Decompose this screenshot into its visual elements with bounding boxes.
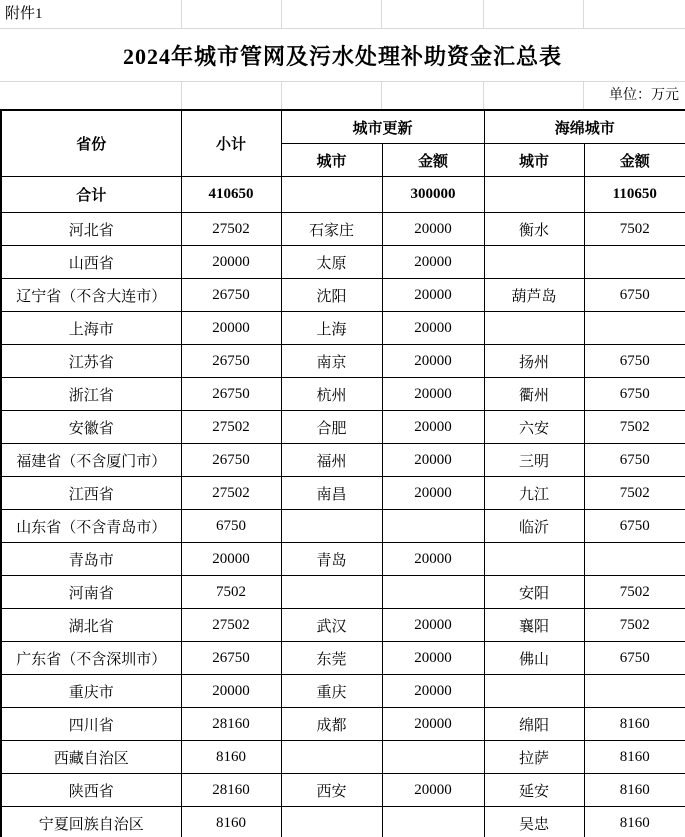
gridline [281,82,282,109]
sc-city-cell: 葫芦岛 [484,279,584,312]
sc-amount-cell [584,675,685,708]
subtotal-cell: 26750 [181,279,281,312]
header-sc-city: 城市 [484,144,584,177]
header-urban-renewal: 城市更新 [281,110,484,144]
ur-amount-cell [382,807,484,837]
province-cell: 江西省 [1,477,181,510]
table-row [1,477,685,510]
province-cell: 广东省（不含深圳市） [1,642,181,675]
sc-city-cell: 拉萨 [484,741,584,774]
sc-city-cell: 衢州 [484,378,584,411]
subtotal-cell: 26750 [181,378,281,411]
table-row [1,741,685,774]
ur-amount-cell: 20000 [382,213,484,246]
subtotal-cell: 7502 [181,576,281,609]
title-text: 2024年城市管网及污水处理补助资金汇总表 [122,43,562,69]
table-row [1,642,685,675]
ur-city-cell: 东莞 [281,642,382,675]
table-row [1,213,685,246]
sc-city-cell: 衡水 [484,213,584,246]
ur-amount-cell: 20000 [382,708,484,741]
ur-city-cell: 重庆 [281,675,382,708]
sc-amount-cell: 8160 [584,807,685,837]
sc-city-cell: 三明 [484,444,584,477]
header-ur-amount: 金额 [382,144,484,177]
gridline [583,0,584,28]
sc-amount-cell [584,543,685,576]
table-row [1,444,685,477]
ur-amount-cell: 20000 [382,312,484,345]
province-cell: 西藏自治区 [1,741,181,774]
ur-amount-cell: 20000 [382,675,484,708]
table-row [1,312,685,345]
ur-city-cell: 青岛 [281,543,382,576]
table-body [1,177,685,837]
sc-city-cell: 六安 [484,411,584,444]
table-row [1,345,685,378]
subtotal-cell: 27502 [181,213,281,246]
province-cell: 安徽省 [1,411,181,444]
sc-city-cell [484,312,584,345]
unit-row [0,82,685,109]
unit-label: 单位：万元 [609,88,679,103]
table-row [1,543,685,576]
ur-amount-cell: 20000 [382,279,484,312]
ur-city-cell: 西安 [281,774,382,807]
sc-amount-cell [584,312,685,345]
table-row [1,576,685,609]
ur-amount-cell: 20000 [382,411,484,444]
sc-amount-cell: 7502 [584,213,685,246]
sc-amount-cell [584,246,685,279]
header-sponge-city: 海绵城市 [484,110,685,144]
subtotal-cell: 20000 [181,675,281,708]
sc-city-cell [484,177,584,213]
province-cell: 辽宁省（不含大连市） [1,279,181,312]
subtotal-cell: 6750 [181,510,281,543]
sc-amount-cell: 7502 [584,609,685,642]
sc-city-cell: 安阳 [484,576,584,609]
province-cell: 宁夏回族自治区 [1,807,181,837]
header-sc-amount: 金额 [584,144,685,177]
table-row [1,807,685,837]
province-cell: 山东省（不含青岛市） [1,510,181,543]
gridline [281,0,282,28]
attachment-row [0,0,685,29]
ur-amount-cell: 20000 [382,246,484,279]
sc-city-cell: 延安 [484,774,584,807]
gridline [483,82,484,109]
province-cell: 山西省 [1,246,181,279]
subtotal-cell: 410650 [181,177,281,213]
ur-amount-cell: 20000 [382,543,484,576]
ur-amount-cell: 20000 [382,444,484,477]
header-ur-city: 城市 [281,144,382,177]
ur-city-cell: 成都 [281,708,382,741]
sc-amount-cell: 8160 [584,741,685,774]
province-cell: 陕西省 [1,774,181,807]
province-cell: 河南省 [1,576,181,609]
province-cell: 浙江省 [1,378,181,411]
subtotal-cell: 20000 [181,312,281,345]
gridline [181,0,182,28]
sc-amount-cell: 8160 [584,708,685,741]
gridline [381,0,382,28]
sc-city-cell: 扬州 [484,345,584,378]
province-cell: 江苏省 [1,345,181,378]
sc-city-cell [484,246,584,279]
ur-city-cell [281,807,382,837]
sc-city-cell [484,543,584,576]
subtotal-cell: 20000 [181,543,281,576]
ur-amount-cell: 20000 [382,609,484,642]
sc-city-cell: 佛山 [484,642,584,675]
header-row-1 [1,110,685,144]
gridline [483,0,484,28]
sc-city-cell: 绵阳 [484,708,584,741]
sc-amount-cell: 7502 [584,411,685,444]
table-row [1,774,685,807]
ur-city-cell: 石家庄 [281,213,382,246]
ur-city-cell: 武汉 [281,609,382,642]
ur-city-cell: 沈阳 [281,279,382,312]
subtotal-cell: 27502 [181,609,281,642]
table-row [1,708,685,741]
table-row [1,411,685,444]
sc-amount-cell: 110650 [584,177,685,213]
ur-city-cell [281,510,382,543]
sc-city-cell: 襄阳 [484,609,584,642]
ur-amount-cell [382,741,484,774]
ur-city-cell: 南京 [281,345,382,378]
subtotal-cell: 8160 [181,807,281,837]
ur-amount-cell: 20000 [382,642,484,675]
subtotal-cell: 26750 [181,444,281,477]
ur-amount-cell: 20000 [382,774,484,807]
gridline [181,82,182,109]
table-header [1,110,685,177]
gridline [583,82,584,109]
province-cell: 湖北省 [1,609,181,642]
province-cell: 河北省 [1,213,181,246]
sc-amount-cell: 6750 [584,444,685,477]
sc-amount-cell: 6750 [584,345,685,378]
ur-amount-cell: 300000 [382,177,484,213]
table-row [1,609,685,642]
ur-city-cell: 合肥 [281,411,382,444]
subtotal-cell: 20000 [181,246,281,279]
total-row [1,177,685,213]
province-cell: 福建省（不含厦门市） [1,444,181,477]
subtotal-cell: 26750 [181,345,281,378]
ur-city-cell [281,177,382,213]
sc-amount-cell: 6750 [584,642,685,675]
table-row [1,675,685,708]
ur-city-cell: 杭州 [281,378,382,411]
subtotal-cell: 28160 [181,708,281,741]
attachment-label: 附件1 [5,6,43,22]
table-row [1,279,685,312]
ur-amount-cell: 20000 [382,378,484,411]
province-cell: 重庆市 [1,675,181,708]
sc-city-cell: 吴忠 [484,807,584,837]
subtotal-cell: 8160 [181,741,281,774]
province-cell: 上海市 [1,312,181,345]
ur-city-cell [281,741,382,774]
ur-amount-cell [382,576,484,609]
ur-city-cell [281,576,382,609]
province-cell: 合计 [1,177,181,213]
table-row [1,378,685,411]
page-title [0,29,685,82]
header-province: 省份 [1,110,181,177]
sc-amount-cell: 6750 [584,279,685,312]
province-cell: 四川省 [1,708,181,741]
header-subtotal: 小计 [181,110,281,177]
subtotal-cell: 26750 [181,642,281,675]
table-row [1,246,685,279]
sc-amount-cell: 6750 [584,510,685,543]
sc-city-cell: 九江 [484,477,584,510]
subsidy-summary-table [0,109,685,837]
sc-city-cell [484,675,584,708]
ur-amount-cell: 20000 [382,477,484,510]
sc-city-cell: 临沂 [484,510,584,543]
gridline [381,82,382,109]
subtotal-cell: 27502 [181,411,281,444]
ur-city-cell: 福州 [281,444,382,477]
ur-amount-cell: 20000 [382,345,484,378]
ur-city-cell: 太原 [281,246,382,279]
subtotal-cell: 27502 [181,477,281,510]
ur-city-cell: 南昌 [281,477,382,510]
province-cell: 青岛市 [1,543,181,576]
sc-amount-cell: 6750 [584,378,685,411]
ur-city-cell: 上海 [281,312,382,345]
sc-amount-cell: 7502 [584,576,685,609]
subtotal-cell: 28160 [181,774,281,807]
sc-amount-cell: 8160 [584,774,685,807]
ur-amount-cell [382,510,484,543]
table-row [1,510,685,543]
sc-amount-cell: 7502 [584,477,685,510]
